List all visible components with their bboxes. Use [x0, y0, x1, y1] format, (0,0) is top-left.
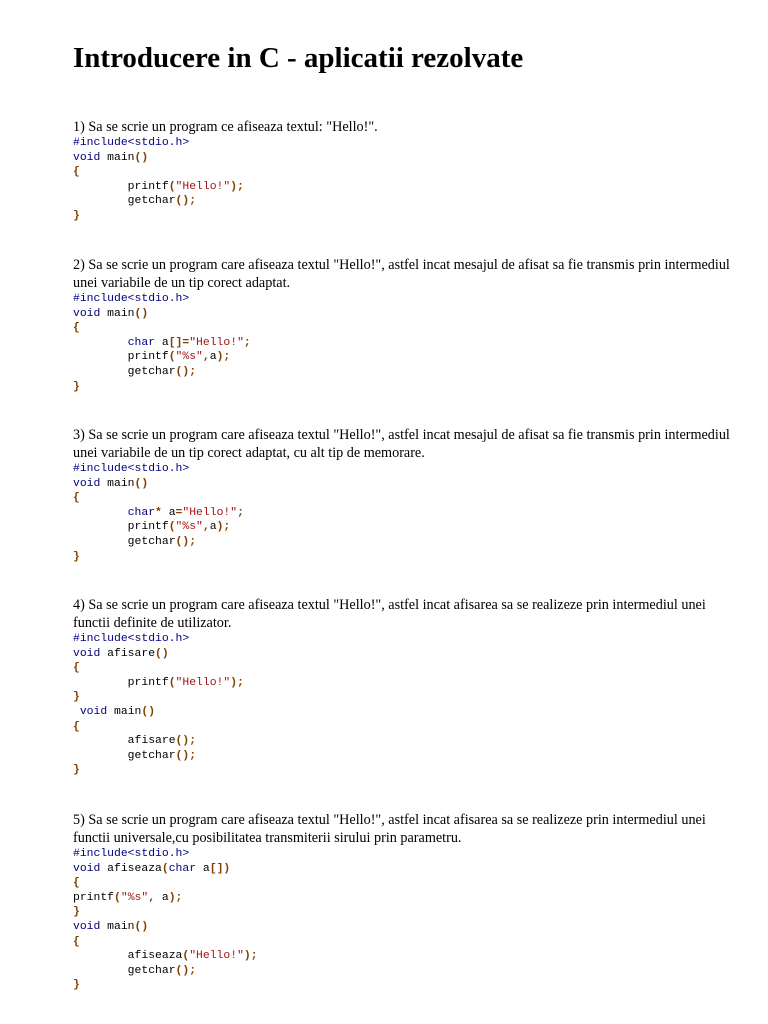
exercise-question: 5) Sa se scrie un program care afiseaza textul "Hello!", astfel incat afisarea sa se realizeze prin intermediul unei functii universale,cu posibilitatea transmiterii sirului prin parametru. [73, 812, 706, 846]
code-token: = [175, 506, 183, 519]
code-token: printf [73, 891, 115, 904]
code-line [73, 950, 258, 962]
code-token: () [134, 151, 149, 164]
code-token: { [73, 166, 80, 179]
code-token: (); [175, 365, 197, 378]
code-token: "Hello!" [189, 336, 244, 349]
code-token: ( [161, 862, 169, 875]
code-line [73, 181, 244, 193]
code-token: getchar [73, 195, 176, 208]
code-token: "Hello!" [175, 676, 231, 689]
code-token: , [202, 521, 210, 534]
code-line [73, 863, 230, 875]
code-token: } [73, 906, 80, 919]
code-token: char [168, 862, 197, 875]
exercise-question: 1) Sa se scrie un program ce afiseaza textul: "Hello!". [73, 119, 378, 135]
code-line [73, 936, 80, 948]
code-line [73, 979, 80, 991]
code-token: afisare [73, 735, 176, 748]
code-line [73, 965, 196, 977]
code-token: a [161, 506, 176, 519]
code-line [73, 351, 230, 363]
code-token: ( [168, 521, 176, 534]
code-token: "Hello!" [189, 950, 244, 963]
code-token [73, 706, 80, 718]
code-token: , [202, 351, 210, 364]
code-token: } [73, 979, 80, 992]
code-token: "%s" [175, 351, 203, 364]
code-line [73, 507, 244, 519]
code-token: #include<stdio.h> [73, 633, 190, 645]
code-line [73, 706, 155, 718]
exercise-2 [73, 256, 733, 394]
code-token: "Hello!" [182, 506, 238, 519]
code-token: a [161, 891, 169, 904]
code-token: () [141, 705, 156, 718]
code-token: []) [209, 862, 231, 875]
code-line [73, 735, 196, 747]
code-line [73, 877, 80, 889]
code-token: () [134, 920, 149, 933]
code-token: printf [73, 351, 169, 364]
code-token: #include<stdio.h> [73, 293, 190, 305]
code-token: { [73, 492, 80, 505]
code-line [73, 152, 148, 164]
code-token: ( [182, 950, 190, 963]
exercise-question: 3) Sa se scrie un program care afiseaza textul "Hello!", astfel incat mesajul de afisat sa fie transmis prin intermediul unei variabile de un tip corect adaptat, cu alt tip de memorare. [73, 427, 730, 461]
code-line [73, 551, 80, 563]
code-line [73, 337, 251, 349]
code-line [73, 166, 80, 178]
code-token: ( [114, 891, 121, 904]
code-token: getchar [73, 365, 176, 378]
code-token: * [155, 506, 162, 519]
code-block [73, 632, 733, 778]
page-title: Introducere in C - aplicatii rezolvate [73, 42, 524, 74]
code-line [73, 137, 189, 149]
code-token: (); [175, 735, 197, 748]
code-token: { [73, 662, 80, 675]
exercise-question: 4) Sa se scrie un program care afiseaza textul "Hello!", astfel incat afisarea sa se realizeze prin intermediul unei functii definite de utilizator. [73, 597, 706, 631]
code-token: main [100, 307, 135, 320]
code-token: (); [175, 749, 197, 762]
code-line [73, 521, 230, 533]
code-line [73, 677, 244, 689]
code-token: { [73, 935, 80, 948]
code-block [73, 136, 733, 224]
code-token: #include<stdio.h> [73, 463, 190, 475]
code-token: a [155, 336, 169, 349]
code-token: char [127, 506, 156, 519]
code-token: ); [168, 891, 183, 904]
code-token: , [148, 891, 162, 904]
code-token: ); [230, 676, 244, 689]
code-token: void [73, 647, 101, 660]
code-token: void [79, 705, 108, 718]
code-token: printf [73, 676, 169, 689]
code-token: afiseaza [100, 862, 162, 875]
code-token: (); [175, 195, 197, 208]
code-token: "%s" [120, 891, 149, 904]
code-token: printf [73, 521, 169, 534]
code-token: a [209, 521, 217, 534]
code-line [73, 906, 80, 918]
code-line [73, 478, 148, 490]
code-token: getchar [73, 964, 176, 977]
code-token: void [73, 862, 101, 875]
code-token: ); [230, 180, 244, 193]
code-token: getchar [73, 535, 176, 548]
code-token: ; [243, 336, 251, 349]
code-line [73, 764, 80, 776]
code-token: } [73, 764, 80, 777]
exercise-4 [73, 596, 733, 778]
code-line [73, 848, 189, 860]
code-token: ; [237, 506, 244, 519]
code-token: "Hello!" [175, 180, 231, 193]
code-token: } [73, 691, 80, 704]
code-token: getchar [73, 749, 176, 762]
code-token: } [73, 550, 80, 563]
exercise-3 [73, 426, 733, 564]
code-token: void [73, 151, 101, 164]
code-token: } [73, 209, 80, 222]
code-token: { [73, 322, 80, 335]
code-line [73, 381, 80, 393]
code-token: "%s" [175, 521, 203, 534]
code-token: ); [243, 950, 258, 963]
code-token: main [100, 920, 135, 933]
code-line [73, 210, 80, 222]
exercise-1 [73, 118, 733, 224]
code-token: (); [175, 964, 197, 977]
code-token: { [73, 720, 80, 733]
exercise-5 [73, 811, 733, 993]
code-token: { [73, 877, 80, 890]
code-line [73, 293, 189, 305]
code-token: } [73, 380, 80, 393]
code-token: void [73, 307, 101, 320]
code-token: #include<stdio.h> [73, 137, 190, 149]
code-line [73, 648, 169, 660]
code-line [73, 366, 196, 378]
code-line [73, 750, 196, 762]
code-token [73, 507, 128, 519]
code-line [73, 195, 196, 207]
code-line [73, 322, 80, 334]
code-line [73, 492, 80, 504]
code-line [73, 892, 182, 904]
code-token: () [134, 477, 149, 490]
code-token: (); [175, 535, 197, 548]
code-token: afiseaza [73, 950, 183, 963]
code-line [73, 921, 148, 933]
code-token: main [107, 705, 142, 718]
code-token: void [73, 477, 101, 490]
code-token: a [209, 351, 217, 364]
code-line [73, 691, 80, 703]
code-token: []= [168, 336, 190, 349]
exercise-question: 2) Sa se scrie un program care afiseaza textul "Hello!", astfel incat mesajul de afisat sa fie transmis prin intermediul unei variabile de un tip corect adaptat. [73, 257, 730, 291]
code-block [73, 462, 733, 564]
code-line [73, 536, 196, 548]
code-line [73, 662, 80, 674]
code-token: ( [168, 180, 176, 193]
code-token: ( [168, 351, 176, 364]
code-line [73, 633, 189, 645]
code-token: () [155, 647, 169, 660]
code-token: a [196, 862, 210, 875]
code-block [73, 847, 733, 993]
code-token: main [100, 477, 135, 490]
code-token: ( [168, 676, 176, 689]
code-token: ); [216, 521, 231, 534]
code-token: char [127, 336, 156, 349]
code-token: ); [216, 351, 231, 364]
code-token: #include<stdio.h> [73, 848, 190, 860]
code-line [73, 463, 189, 475]
code-token: afisare [100, 647, 156, 660]
code-token [73, 337, 128, 349]
code-token: printf [73, 180, 169, 193]
code-block [73, 292, 733, 394]
code-token: void [73, 920, 101, 933]
code-line [73, 308, 148, 320]
code-token: main [100, 151, 135, 164]
code-token: () [134, 307, 149, 320]
code-line [73, 721, 80, 733]
